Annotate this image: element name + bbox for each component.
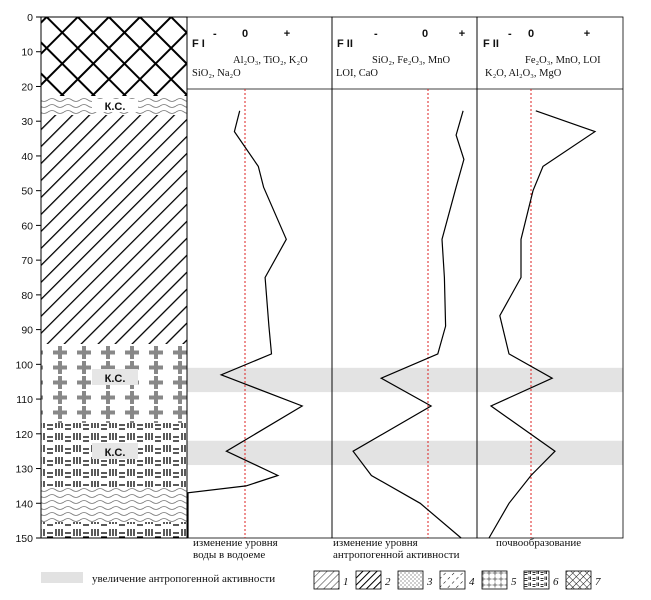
panel-3-factor: F II: [483, 38, 499, 50]
legend-swatch-1: [314, 571, 339, 589]
legend-swatch-6: [524, 571, 549, 589]
lith-layer-diagonal: [41, 115, 187, 344]
panel-1-plus: +: [283, 28, 291, 40]
legend-swatch-7: [566, 571, 591, 589]
depth-tick-label-20: 20: [21, 81, 33, 94]
legend-label-3: 3: [427, 576, 433, 588]
panel-2-caption-line-1: изменение уровня: [333, 537, 418, 549]
legend-label-5: 5: [511, 576, 517, 588]
panel-2-plus: +: [458, 28, 466, 40]
panel-2-header: [336, 28, 465, 79]
legend-label-4: 4: [469, 576, 475, 588]
zero-lines: [245, 89, 531, 538]
panel-2-curve: [353, 111, 464, 538]
panel-2-factor: F II: [337, 38, 353, 50]
depth-tick-label-40: 40: [21, 150, 33, 163]
depth-tick-label-150: 150: [15, 533, 33, 545]
panel-1-caption-line-1: изменение уровня: [193, 537, 278, 549]
depth-tick-label-90: 90: [21, 324, 33, 337]
depth-tick-label-30: 30: [21, 116, 33, 129]
legend-swatch-2: [356, 571, 381, 589]
panel-3-plus: +: [583, 28, 591, 40]
panel-1-caption-line-2: воды в водоеме: [193, 549, 266, 561]
lith-label-1: К.С.: [104, 101, 126, 113]
factor-curves: [188, 111, 595, 538]
panel-3-caption-line-1: почвообразование: [496, 537, 582, 549]
legend-label-7: 7: [595, 576, 601, 588]
panel-3-negative-label: K₂O, Al₂O₃, MgO: [485, 68, 562, 79]
panel-1-factor: F I: [192, 38, 205, 50]
depth-tick-label-120: 120: [15, 428, 33, 441]
depth-tick-label-70: 70: [21, 255, 33, 268]
panel-1-header: [192, 28, 308, 79]
panel-2-zero: 0: [421, 28, 429, 40]
panel-1-negative-label: SiO₂, Na₂O: [192, 68, 241, 79]
panel-3-curve: [489, 111, 595, 538]
legend: [41, 571, 601, 589]
depth-tick-label-60: 60: [21, 220, 33, 233]
depth-tick-label-10: 10: [21, 46, 33, 59]
panel-1-minus: -: [213, 28, 217, 40]
panel-captions: [193, 537, 581, 561]
lith-layer-wave-bottom: [41, 487, 187, 522]
legend-swatch-4: [440, 571, 465, 589]
lith-layer-bars-bottom: [41, 522, 187, 538]
lith-label-3: К.С.: [104, 447, 126, 459]
lith-label-2: К.С.: [104, 373, 126, 385]
depth-tick-label-50: 50: [21, 185, 33, 198]
depth-tick-label-100: 100: [15, 359, 33, 372]
depth-tick-label-140: 140: [15, 498, 33, 511]
legend-band-swatch: [41, 572, 83, 583]
panel-3-positive-label: Fe₂O₃, MnO, LOI: [525, 55, 601, 66]
panel-3-header: [483, 28, 601, 79]
lithology-column: [41, 17, 187, 538]
legend-label-1: 1: [343, 576, 349, 588]
legend-band-text: увеличение антропогенной активности: [92, 573, 276, 585]
panel-1-zero: 0: [241, 28, 249, 40]
legend-label-2: 2: [385, 576, 391, 588]
depth-tick-label-110: 110: [16, 394, 33, 407]
panel-2-minus: -: [374, 28, 378, 40]
panel-2-negative-label: LOI, CaO: [336, 68, 378, 79]
legend-label-6: 6: [553, 576, 559, 588]
depth-tick-label-80: 80: [21, 289, 33, 302]
depth-tick-label-0: 0: [27, 12, 33, 24]
legend-swatch-5: [482, 571, 507, 589]
panel-1-positive-label: Al₂O₃, TiO₂, K₂O: [233, 55, 308, 66]
panel-3-minus: -: [508, 28, 512, 40]
panel-2-positive-label: SiO₂, Fe₂O₃, MnO: [372, 55, 451, 66]
panel-3-zero: 0: [527, 28, 535, 40]
lith-layer-grid: [41, 17, 187, 96]
panel-2-caption-line-2: антропогенной активности: [333, 549, 460, 561]
legend-swatch-3: [398, 571, 423, 589]
depth-tick-label-130: 130: [15, 463, 33, 476]
depth-axis: [15, 12, 41, 545]
